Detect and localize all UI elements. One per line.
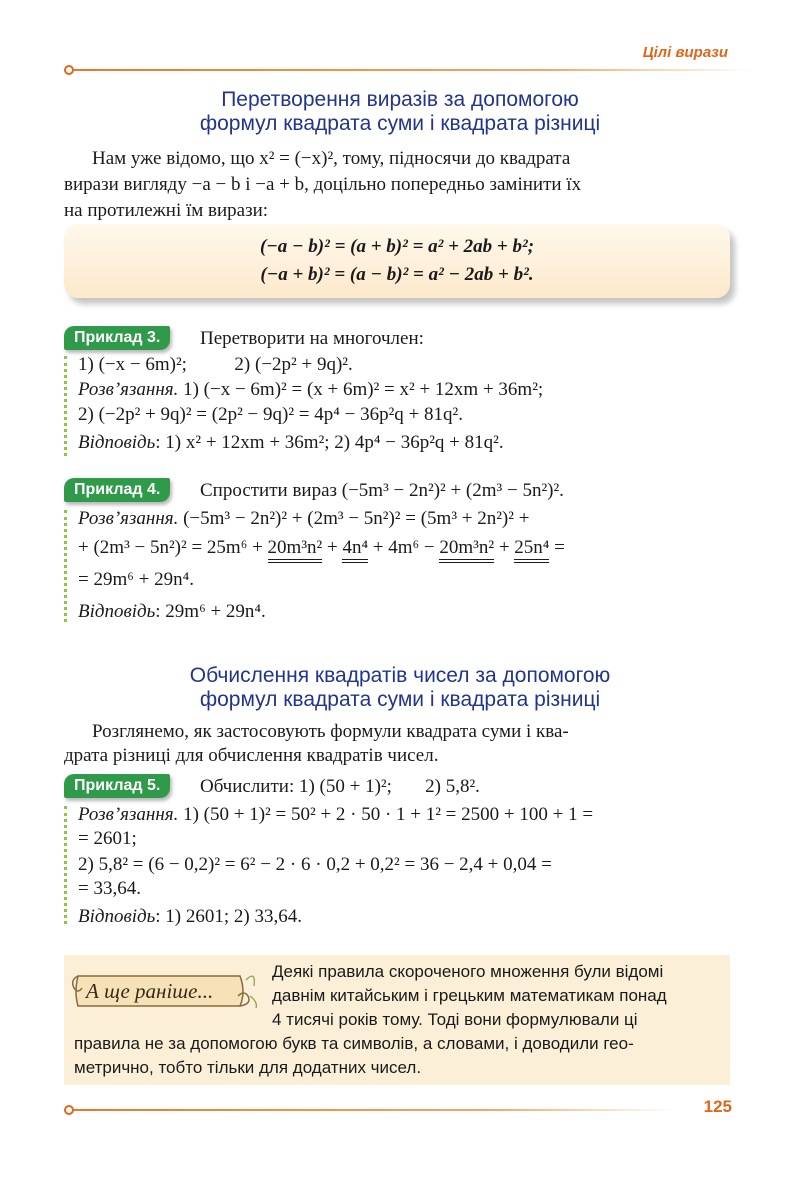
expr-part: = [549,537,565,558]
example-4-answer-text: : 29m⁶ + 29n⁴. [155,601,266,622]
scroll-banner-icon [70,966,260,1016]
page-number: 125 [703,1097,732,1116]
section-2-intro-line-2: драта різниці для обчислення квадратів чисел. [64,745,439,766]
example-4-task: Спростити вираз (−5m³ − 2n²)² + (2m³ − 5n²)². [200,480,564,501]
solution-label: Розв’язання. [78,508,179,529]
underlined-term: 4n⁴ [342,537,368,563]
underlined-term: 25n⁴ [514,537,549,563]
example-4-line-3: = 29m⁶ + 29n⁴. [78,569,194,590]
chapter-title: Цілі вирази [642,44,728,61]
section-title-2-line1: Обчислення квадратів чисел за допомогою [189,664,611,687]
history-line-4: правила не за допомогою букв та символів, а словами, і доводили гео- [74,1034,634,1053]
history-line-3: 4 тисячі років тому. Тоді вони формулювали ці [272,1010,638,1029]
example-3-task: Перетворити на многочлен: [200,328,424,349]
example-3-answer [78,431,504,455]
history-line-1: Деякі правила скороченого множення були відомі [272,962,664,981]
example-3-solution [78,378,543,402]
intro-line-1: Нам уже відомо, що x² = (−x)², тому, підносячи до квадрата [92,148,571,169]
header-rule [74,69,754,71]
underlined-term: 20m³n² [268,537,323,563]
example-4-dots [64,510,70,622]
example-3-answer-text: : 1) x² + 12xm + 36m²; 2) 4p⁴ − 36p²q + 81q². [155,432,504,453]
example-5-answer [78,905,302,929]
answer-label: Відповідь [78,432,156,453]
example-5-line-4: = 33,64. [78,878,141,899]
scroll-label: А ще раніше... [86,979,214,1003]
section-title-1-line2: формул квадрата суми і квадрата різниці [199,112,601,135]
example-5-answer-text: : 1) 2601; 2) 33,64. [155,906,302,927]
expr-part: + [494,537,515,558]
section-2-intro-line-1: Розглянемо, як застосовують формули квадрата суми і ква- [92,721,569,742]
footer-rule [74,1109,674,1111]
section-title-2-line2: формул квадрата суми і квадрата різниці [199,688,601,711]
answer-label: Відповідь [78,906,156,927]
formula-line-1: (−a − b)² = (a + b)² = a² + 2ab + b²; [259,236,535,257]
example-3-badge: Приклад 3. [64,326,170,350]
answer-label: Відповідь [78,601,156,622]
example-4-solution [78,507,529,531]
example-4-badge: Приклад 4. [64,478,170,502]
underlined-term: 20m³n² [439,537,494,563]
example-5-dots [64,806,70,924]
expr-part: + [322,537,343,558]
intro-line-2: вирази вигляду −a − b і −a + b, доцільно попередньо замінити їх [64,174,582,195]
example-5-solution [78,803,593,827]
example-4-line-1: (−5m³ − 2n²)² + (2m³ − 5n²)² = (5m³ + 2n²)² + [178,508,530,529]
example-4-line-2 [78,536,565,560]
example-3-line-2: 1) (−x − 6m)² = (x + 6m)² = x² + 12xm + 36m²; [178,379,544,400]
solution-label: Розв’язання. [78,379,179,400]
formula-line-2: (−a + b)² = (a − b)² = a² − 2ab + b². [260,264,534,285]
expr-part: + (2m³ − 5n²)² = 25m⁶ + [78,537,268,558]
solution-label: Розв’язання. [78,804,179,825]
example-5-badge: Приклад 5. [64,774,170,798]
history-line-2: давнім китайським і грецьким математикам понад [272,986,667,1005]
example-5-line-2: = 2601; [78,828,137,849]
example-3-dots [64,356,70,456]
example-5-line-3: 2) 5,8² = (6 − 0,2)² = 6² − 2 · 6 · 0,2 + 0,2² = 36 − 2,4 + 0,04 = [78,854,552,875]
history-line-5: метрично, тобто тільки для додатних чисел. [74,1058,422,1077]
example-3-line-1: 1) (−x − 6m)²; 2) (−2p² + 9q)². [78,354,353,375]
intro-line-3: на протилежні їм вирази: [64,200,269,221]
example-5-line-1: 1) (50 + 1)² = 50² + 2 · 50 · 1 + 1² = 2500 + 100 + 1 = [178,804,594,825]
footer-rule-dot [64,1105,74,1115]
header-rule-dot [64,65,74,75]
section-title-1-line1: Перетворення виразів за допомогою [221,88,579,111]
example-4-answer [78,600,266,624]
example-3-line-3: 2) (−2p² + 9q)² = (2p² − 9q)² = 4p⁴ − 36p²q + 81q². [78,404,463,425]
example-5-task: Обчислити: 1) (50 + 1)²; 2) 5,8². [200,776,480,797]
expr-part: + 4m⁶ − [368,537,440,558]
